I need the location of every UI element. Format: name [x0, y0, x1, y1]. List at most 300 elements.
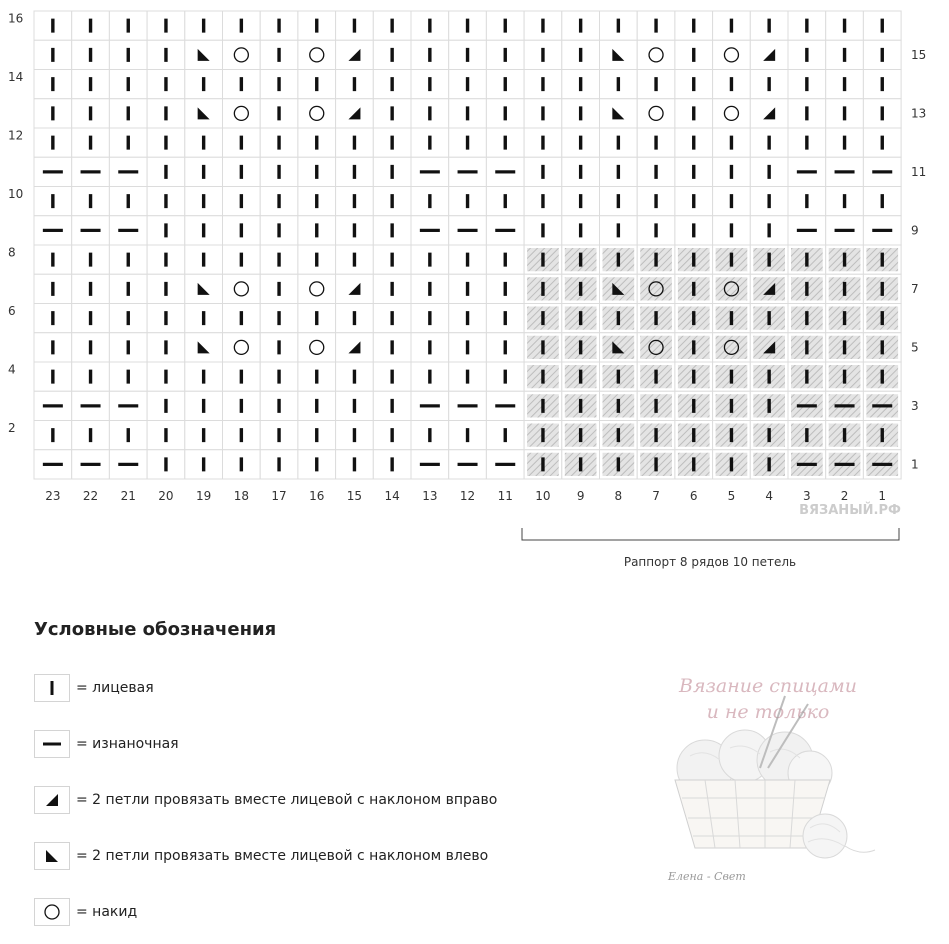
- knit-stitch: [449, 70, 487, 99]
- knit-stitch: [675, 216, 713, 245]
- knit-stitch: [562, 333, 600, 362]
- knit-stitch: [524, 304, 562, 333]
- knit-stitch: [147, 187, 185, 216]
- knit-stitch: [486, 128, 524, 157]
- knit-stitch: [826, 70, 864, 99]
- yarn-over-stitch: [713, 99, 751, 128]
- knit-stitch: [863, 362, 901, 391]
- purl-stitch: [34, 157, 72, 186]
- legend-item-purl: [34, 729, 179, 759]
- knit-stitch: [72, 304, 110, 333]
- purl-stitch: [449, 216, 487, 245]
- knit-stitch: [147, 128, 185, 157]
- knit-stitch: [600, 450, 638, 479]
- knit-stitch: [826, 187, 864, 216]
- knit-stitch: [336, 391, 374, 420]
- purl-stitch: [486, 157, 524, 186]
- purl-stitch: [449, 391, 487, 420]
- knit-stitch: [713, 304, 751, 333]
- knit-stitch: [826, 274, 864, 303]
- knit-stitch: [223, 450, 261, 479]
- knit-stitch: [788, 70, 826, 99]
- knit-stitch: [373, 157, 411, 186]
- knit-stitch: [336, 157, 374, 186]
- legend-item-k2tog-right: [34, 785, 497, 815]
- logo-line2: и не только: [706, 701, 830, 723]
- knit-stitch: [675, 99, 713, 128]
- knit-stitch: [637, 304, 675, 333]
- knit-stitch: [863, 11, 901, 40]
- knit-stitch: [600, 304, 638, 333]
- knit-stitch: [260, 333, 298, 362]
- knit-stitch: [562, 421, 600, 450]
- knit-stitch: [449, 421, 487, 450]
- knit-stitch: [109, 304, 147, 333]
- purl-stitch: [826, 157, 864, 186]
- row-label-left: 4: [8, 362, 16, 377]
- knit-stitch: [223, 362, 261, 391]
- legend-item-knit: [34, 673, 154, 703]
- column-label: 21: [120, 489, 136, 503]
- knit-stitch: [109, 11, 147, 40]
- knit-stitch: [260, 304, 298, 333]
- knit-stitch: [298, 187, 336, 216]
- k2tog-right-stitch: [750, 333, 788, 362]
- knit-stitch: [486, 187, 524, 216]
- knit-stitch: [147, 216, 185, 245]
- knit-stitch: [826, 40, 864, 69]
- knit-stitch: [750, 391, 788, 420]
- knit-stitch: [223, 391, 261, 420]
- knit-stitch: [675, 11, 713, 40]
- knit-stitch: [373, 40, 411, 69]
- knit-stitch: [788, 333, 826, 362]
- yarn-over-stitch: [298, 99, 336, 128]
- knit-stitch: [185, 216, 223, 245]
- knit-stitch: [863, 421, 901, 450]
- row-label-right: 9: [911, 223, 919, 238]
- knit-stitch: [373, 421, 411, 450]
- knit-stitch: [524, 245, 562, 274]
- knit-stitch: [260, 450, 298, 479]
- knit-stitch: [788, 128, 826, 157]
- knit-stitch: [411, 187, 449, 216]
- logo-author: Елена - Свет: [668, 870, 746, 883]
- purl-stitch: [72, 450, 110, 479]
- knit-stitch: [524, 99, 562, 128]
- knit-stitch: [449, 11, 487, 40]
- knit-stitch: [147, 362, 185, 391]
- row-label-right: 15: [911, 47, 927, 62]
- knit-stitch: [411, 11, 449, 40]
- knit-stitch: [863, 245, 901, 274]
- purl-stitch: [486, 391, 524, 420]
- legend-item-k2tog-left: [34, 841, 488, 871]
- knit-stitch: [411, 333, 449, 362]
- knit-stitch: [336, 187, 374, 216]
- knit-stitch: [260, 11, 298, 40]
- knit-stitch: [34, 70, 72, 99]
- k2tog-left-stitch: [600, 333, 638, 362]
- knit-stitch: [562, 391, 600, 420]
- knit-stitch: [411, 99, 449, 128]
- purl-stitch: [109, 450, 147, 479]
- knit-stitch: [185, 11, 223, 40]
- knit-stitch: [260, 70, 298, 99]
- purl-stitch: [826, 450, 864, 479]
- knit-stitch: [260, 157, 298, 186]
- purl-stitch: [486, 450, 524, 479]
- knit-stitch: [147, 333, 185, 362]
- column-label: 5: [727, 489, 736, 503]
- knit-stitch: [524, 128, 562, 157]
- knit-stitch: [600, 245, 638, 274]
- knit-stitch: [336, 216, 374, 245]
- yarn-over-stitch: [298, 274, 336, 303]
- logo-line1: Вязание спицами: [679, 675, 857, 697]
- knit-stitch: [600, 11, 638, 40]
- knit-stitch: [109, 70, 147, 99]
- yarn-over-stitch: [223, 333, 261, 362]
- knit-stitch: [109, 333, 147, 362]
- yarn-over-icon: [34, 898, 70, 926]
- knit-stitch: [675, 304, 713, 333]
- knit-stitch: [336, 245, 374, 274]
- knit-stitch: [562, 11, 600, 40]
- knit-stitch: [223, 70, 261, 99]
- legend-text-k2tog-right: = 2 петли провязать вместе лицевой с наклоном вправо: [76, 792, 498, 808]
- purl-stitch: [863, 216, 901, 245]
- knit-stitch: [449, 333, 487, 362]
- knit-stitch: [298, 128, 336, 157]
- yarn-over-stitch: [223, 274, 261, 303]
- knit-stitch: [411, 362, 449, 391]
- knit-stitch: [449, 362, 487, 391]
- knit-stitch: [298, 362, 336, 391]
- knit-stitch: [147, 157, 185, 186]
- knit-stitch: [109, 187, 147, 216]
- column-label: 22: [82, 489, 99, 503]
- column-label: 2: [840, 489, 849, 503]
- knit-stitch: [562, 304, 600, 333]
- knit-stitch: [675, 362, 713, 391]
- knit-stitch: [411, 245, 449, 274]
- knit-stitch: [34, 99, 72, 128]
- knit-stitch: [826, 245, 864, 274]
- knit-stitch: [373, 11, 411, 40]
- knit-stitch: [524, 40, 562, 69]
- knit-stitch: [336, 421, 374, 450]
- knit-stitch: [449, 99, 487, 128]
- column-label: 17: [271, 489, 287, 503]
- knit-stitch: [637, 11, 675, 40]
- knit-stitch: [675, 245, 713, 274]
- knit-stitch: [260, 128, 298, 157]
- knit-stitch: [524, 362, 562, 391]
- column-label: 10: [535, 489, 551, 503]
- legend-text-knit: = лицевая: [76, 680, 154, 696]
- knit-stitch: [788, 362, 826, 391]
- knit-stitch: [72, 128, 110, 157]
- knit-stitch: [109, 99, 147, 128]
- knit-stitch: [449, 128, 487, 157]
- column-label: 14: [384, 489, 400, 503]
- knit-stitch: [34, 128, 72, 157]
- knit-stitch: [411, 40, 449, 69]
- knit-stitch: [373, 245, 411, 274]
- purl-stitch-icon: [34, 730, 70, 758]
- knit-stitch: [260, 245, 298, 274]
- knit-stitch: [826, 333, 864, 362]
- yarn-over-stitch: [713, 333, 751, 362]
- knit-stitch: [750, 187, 788, 216]
- k2tog-left-stitch: [600, 274, 638, 303]
- knit-stitch: [72, 187, 110, 216]
- knit-stitch: [600, 391, 638, 420]
- yarn-over-stitch: [637, 99, 675, 128]
- knit-stitch: [336, 304, 374, 333]
- knit-stitch: [788, 245, 826, 274]
- knit-stitch: [72, 70, 110, 99]
- column-label: 4: [765, 489, 773, 503]
- k2tog-right-icon: [34, 786, 70, 814]
- knit-stitch: [788, 421, 826, 450]
- knit-stitch: [223, 216, 261, 245]
- knit-stitch: [34, 333, 72, 362]
- knit-stitch: [750, 216, 788, 245]
- column-label: 7: [652, 489, 660, 503]
- knit-stitch: [109, 40, 147, 69]
- knit-stitch: [109, 421, 147, 450]
- knit-stitch: [788, 40, 826, 69]
- knit-stitch: [788, 99, 826, 128]
- knit-stitch: [788, 274, 826, 303]
- knit-stitch: [34, 245, 72, 274]
- knit-stitch: [675, 40, 713, 69]
- column-label: 18: [233, 489, 249, 503]
- knit-stitch: [373, 99, 411, 128]
- knit-stitch: [863, 274, 901, 303]
- purl-stitch: [411, 157, 449, 186]
- knit-stitch: [147, 40, 185, 69]
- knit-stitch: [260, 362, 298, 391]
- knit-stitch: [147, 391, 185, 420]
- yarn-over-stitch: [298, 40, 336, 69]
- purl-stitch: [109, 391, 147, 420]
- yarn-over-stitch: [223, 99, 261, 128]
- row-label-left: 10: [8, 187, 24, 202]
- knit-stitch: [298, 11, 336, 40]
- k2tog-left-icon: [34, 842, 70, 870]
- knit-stitch: [185, 304, 223, 333]
- knit-stitch: [863, 304, 901, 333]
- knit-stitch: [600, 362, 638, 391]
- knit-stitch: [449, 304, 487, 333]
- knit-stitch: [411, 304, 449, 333]
- knit-stitch: [826, 421, 864, 450]
- knit-stitch: [223, 11, 261, 40]
- knit-stitch: [562, 40, 600, 69]
- k2tog-right-stitch: [336, 333, 374, 362]
- knit-stitch: [826, 362, 864, 391]
- row-label-right: 1: [911, 457, 919, 472]
- knit-stitch: [298, 245, 336, 274]
- knit-stitch: [637, 450, 675, 479]
- knit-stitch: [863, 70, 901, 99]
- purl-stitch: [486, 216, 524, 245]
- legend-title: Условные обозначения: [34, 619, 277, 640]
- purl-stitch: [411, 450, 449, 479]
- knit-stitch: [373, 128, 411, 157]
- row-label-left: 14: [8, 70, 24, 85]
- knit-stitch: [524, 70, 562, 99]
- knit-stitch: [486, 11, 524, 40]
- knit-stitch: [449, 274, 487, 303]
- knit-stitch: [524, 274, 562, 303]
- knit-stitch: [713, 128, 751, 157]
- knit-stitch: [524, 391, 562, 420]
- knit-stitch: [185, 70, 223, 99]
- knit-stitch: [147, 99, 185, 128]
- column-label: 19: [196, 489, 212, 503]
- knit-stitch: [788, 11, 826, 40]
- knit-stitch: [562, 70, 600, 99]
- yarn-over-stitch: [637, 333, 675, 362]
- knit-stitch: [185, 391, 223, 420]
- purl-stitch: [72, 391, 110, 420]
- row-labels-left: [8, 12, 23, 436]
- repeat-bracket: [522, 528, 899, 569]
- k2tog-right-stitch: [336, 99, 374, 128]
- knit-stitch: [72, 99, 110, 128]
- knit-stitch: [373, 216, 411, 245]
- column-label: 15: [346, 489, 363, 503]
- purl-stitch: [109, 216, 147, 245]
- knit-stitch: [373, 304, 411, 333]
- knit-stitch: [34, 274, 72, 303]
- legend-item-yarn-over: [34, 897, 137, 927]
- k2tog-left-stitch: [185, 40, 223, 69]
- knit-stitch: [675, 128, 713, 157]
- knit-stitch: [562, 362, 600, 391]
- row-label-left: 16: [8, 11, 24, 26]
- knit-stitch: [185, 187, 223, 216]
- knit-stitch: [826, 128, 864, 157]
- knit-stitch: [637, 128, 675, 157]
- knit-stitch: [675, 391, 713, 420]
- column-label: 20: [158, 489, 174, 503]
- knit-stitch: [863, 333, 901, 362]
- legend-text-yarn-over: = накид: [76, 904, 138, 920]
- knit-stitch: [562, 216, 600, 245]
- knit-stitch: [109, 128, 147, 157]
- knit-stitch: [72, 333, 110, 362]
- knit-stitch: [713, 391, 751, 420]
- knit-stitch: [72, 362, 110, 391]
- knit-stitch: [675, 421, 713, 450]
- knit-stitch: [486, 362, 524, 391]
- knit-stitch: [109, 274, 147, 303]
- knit-stitch: [336, 70, 374, 99]
- legend-text-k2tog-left: = 2 петли провязать вместе лицевой с наклоном влево: [76, 848, 489, 864]
- knit-stitch: [486, 421, 524, 450]
- knit-stitch: [147, 450, 185, 479]
- knit-stitch: [147, 304, 185, 333]
- yarn-over-stitch: [223, 40, 261, 69]
- knit-stitch: [675, 157, 713, 186]
- row-label-right: 11: [911, 164, 927, 179]
- knit-stitch: [750, 128, 788, 157]
- knit-stitch: [562, 450, 600, 479]
- knit-stitch: [600, 70, 638, 99]
- knit-stitch: [600, 216, 638, 245]
- knit-stitch: [750, 11, 788, 40]
- knit-stitch: [298, 391, 336, 420]
- knit-stitch: [675, 187, 713, 216]
- column-label: 23: [45, 489, 61, 503]
- knit-stitch: [223, 128, 261, 157]
- site-watermark: ВЯЗАНЫЙ.РФ: [799, 503, 901, 518]
- purl-stitch: [788, 391, 826, 420]
- row-label-right: 13: [911, 106, 927, 121]
- knit-stitch: [373, 274, 411, 303]
- knit-stitch: [336, 362, 374, 391]
- repeat-label: Раппорт 8 рядов 10 петель: [623, 555, 797, 569]
- purl-stitch: [34, 450, 72, 479]
- knit-stitch: [260, 421, 298, 450]
- knit-stitch: [185, 362, 223, 391]
- purl-stitch: [788, 450, 826, 479]
- knit-stitch: [260, 99, 298, 128]
- knit-stitch: [486, 274, 524, 303]
- purl-stitch: [72, 157, 110, 186]
- knit-stitch: [750, 362, 788, 391]
- knit-stitch: [373, 187, 411, 216]
- knit-stitch: [713, 421, 751, 450]
- legend-text-purl: = изнаночная: [76, 736, 179, 752]
- knit-stitch: [260, 40, 298, 69]
- knit-stitch: [750, 70, 788, 99]
- k2tog-left-stitch: [600, 40, 638, 69]
- knit-stitch: [524, 157, 562, 186]
- knit-stitch-icon: [34, 674, 70, 702]
- knit-stitch: [713, 187, 751, 216]
- column-label: 1: [878, 489, 887, 503]
- k2tog-right-stitch: [750, 99, 788, 128]
- knit-stitch: [72, 245, 110, 274]
- knit-stitch: [486, 304, 524, 333]
- purl-stitch: [411, 216, 449, 245]
- knit-stitch: [675, 274, 713, 303]
- k2tog-left-stitch: [185, 333, 223, 362]
- knit-stitch: [637, 362, 675, 391]
- column-label: 12: [459, 489, 476, 503]
- k2tog-right-stitch: [336, 274, 374, 303]
- knit-stitch: [637, 157, 675, 186]
- row-label-right: 5: [911, 340, 919, 355]
- knit-stitch: [298, 216, 336, 245]
- knit-stitch: [713, 216, 751, 245]
- knit-stitch: [298, 421, 336, 450]
- knit-stitch: [637, 391, 675, 420]
- knit-stitch: [524, 333, 562, 362]
- knit-stitch: [562, 245, 600, 274]
- site-logo: [660, 668, 890, 888]
- knit-stitch: [486, 40, 524, 69]
- knit-stitch: [185, 421, 223, 450]
- knit-stitch: [788, 304, 826, 333]
- knit-stitch: [637, 216, 675, 245]
